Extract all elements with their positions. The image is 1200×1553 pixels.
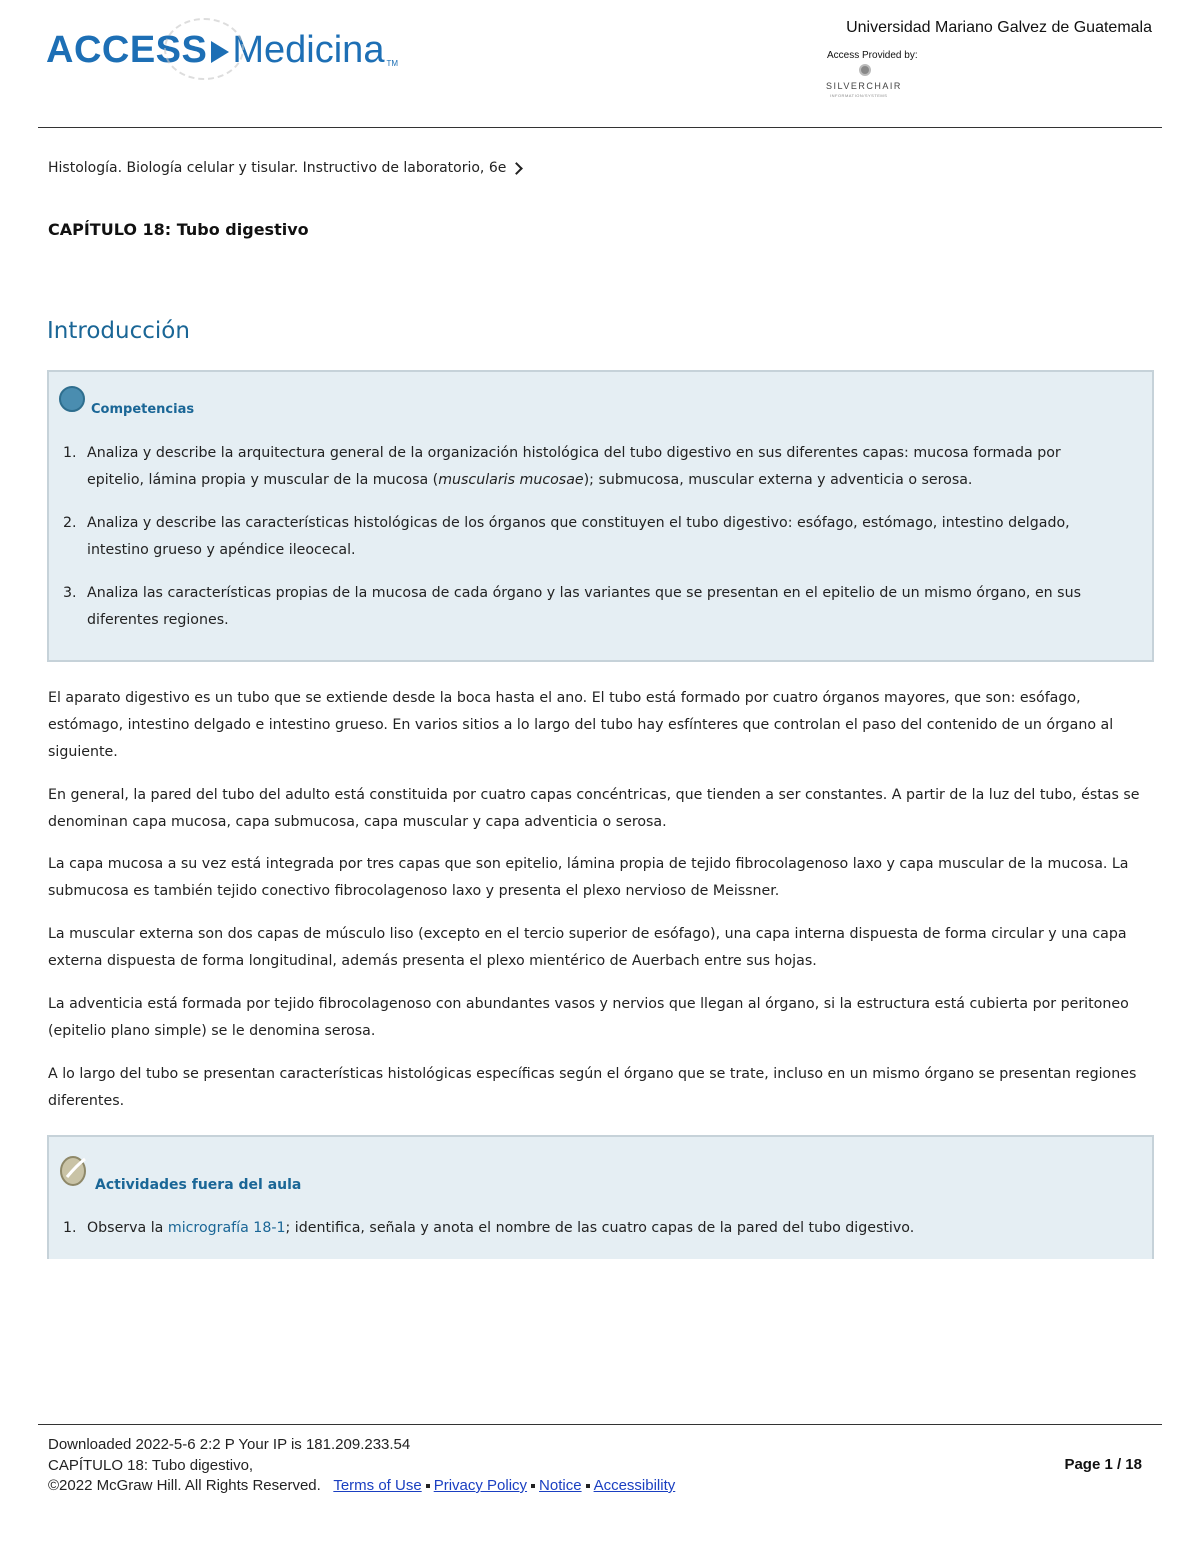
competencias-title: Competencias xyxy=(91,402,195,417)
body-paragraph: El aparato digestivo es un tubo que se extiende desde la boca hasta el ano. El tubo está formado por cuatro órganos mayores, que son: esófago, estómago, intestino delgado e intestino grueso. En varios sitios a lo largo del tubo hay esfínteres que controlan el paso del contenido de un órgano al siguiente. xyxy=(48,690,1114,760)
competencias-list xyxy=(63,440,1112,650)
list-item-text-post: ; identifica, señala y anota el nombre de las cuatro capas de la pared del tubo digestivo. xyxy=(285,1220,915,1236)
body-paragraph: La capa mucosa a su vez está integrada por tres capas que son epitelio, lámina propia de tejido fibrocolagenoso laxo y capa muscular de la mucosa. La submucosa es también tejido conectivo fibrocolagenoso laxo y presenta el plexo nervioso de Meissner. xyxy=(48,856,1129,899)
logo-arrow-icon xyxy=(211,41,229,63)
section-heading: Introducción xyxy=(47,318,190,344)
header-divider xyxy=(38,127,1162,128)
list-item-text: Observa la xyxy=(87,1220,168,1236)
provider-name: SILVERCHAIR xyxy=(826,81,902,91)
download-info: Downloaded 2022-5-6 2:2 P Your IP is 181.209.233.54 xyxy=(48,1436,411,1453)
list-item-italic: muscularis mucosae xyxy=(438,472,584,488)
footer xyxy=(48,1435,675,1497)
breadcrumb[interactable] xyxy=(48,160,521,176)
silverchair-icon xyxy=(859,64,871,76)
list-item-number: 2. xyxy=(63,515,77,531)
list-item xyxy=(63,510,1112,564)
footer-legal-line xyxy=(48,1476,675,1497)
logo-access-text: ACCESS xyxy=(46,28,208,71)
list-item-text-post: ); submucosa, muscular externa y adventicia o serosa. xyxy=(583,472,973,488)
accessmedicina-logo[interactable] xyxy=(46,18,398,82)
list-item-number: 3. xyxy=(63,585,77,601)
terms-of-use-link[interactable]: Terms of Use xyxy=(333,1477,422,1494)
list-item-text: Analiza las características propias de la mucosa de cada órgano y las variantes que se presentan en el epitelio de un mismo órgano, en sus diferentes regiones. xyxy=(87,585,1081,628)
institution-name: Universidad Mariano Galvez de Guatemala xyxy=(846,19,1152,36)
actividades-box xyxy=(47,1135,1154,1259)
list-item-text: Analiza y describe las características histológicas de los órganos que constituyen el tubo digestivo: esófago, estómago, intestino delgado, intestino grueso y apéndice ileocecal. xyxy=(87,515,1070,558)
privacy-policy-link[interactable]: Privacy Policy xyxy=(433,1477,528,1494)
competencias-circle-icon xyxy=(59,386,85,412)
breadcrumb-book-title[interactable]: Histología. Biología celular y tisular. Instructivo de laboratorio, 6e xyxy=(48,160,507,176)
micrografia-link[interactable]: micrografía 18-1 xyxy=(167,1220,286,1236)
separator-dot xyxy=(531,1484,535,1488)
competencias-box xyxy=(47,370,1154,662)
actividades-list xyxy=(63,1215,1112,1258)
notice-link[interactable]: Notice xyxy=(539,1477,582,1494)
chapter-title: CAPÍTULO 18: Tubo digestivo xyxy=(48,220,309,239)
list-item xyxy=(63,580,1112,634)
body-paragraph: A lo largo del tubo se presentan características histológicas específicas según el órgano que se trate, incluso en un mismo órgano se presentan regiones diferentes. xyxy=(48,1066,1137,1109)
logo-medicina-text: Medicina xyxy=(232,28,385,71)
list-item-number: 1. xyxy=(63,445,77,461)
body-paragraph: En general, la pared del tubo del adulto está constituida por cuatro capas concéntricas, que tienden a ser constantes. A partir de la luz del tubo, éstas se denominan capa mucosa, capa submucosa, capa muscular y capa adventicia o serosa. xyxy=(48,787,1140,830)
page-number: Page 1 / 18 xyxy=(1064,1456,1142,1473)
body-paragraph: La muscular externa son dos capas de músculo liso (excepto en el tercio superior de esófago), una capa interna dispuesta de forma circular y una capa externa dispuesta de forma longitudinal, además presenta el plexo mientérico de Auerbach entre sus hojas. xyxy=(48,926,1127,969)
actividades-title: Actividades fuera del aula xyxy=(95,1177,302,1193)
copyright-text: ©2022 McGraw Hill. All Rights Reserved. xyxy=(48,1477,321,1494)
footer-divider xyxy=(38,1424,1162,1425)
list-item xyxy=(63,440,1112,494)
list-item-number: 1. xyxy=(63,1220,77,1236)
list-item-text: Analiza y describe la arquitectura general de la organización histológica del tubo digestivo en sus diferentes capas: mucosa formada por epitelio, lámina propia y muscular de la mucosa ( xyxy=(87,445,1061,488)
logo-trademark: TM xyxy=(386,59,399,68)
chevron-right-icon xyxy=(510,162,523,175)
provided-by-label: Access Provided by: xyxy=(827,50,918,61)
footer-chapter: CAPÍTULO 18: Tubo digestivo, xyxy=(48,1456,254,1474)
body-paragraph: La adventicia está formada por tejido fibrocolagenoso con abundantes vasos y nervios que llegan al órgano, si la estructura está cubierta por peritoneo (epitelio plano simple) se le denomina serosa. xyxy=(48,996,1129,1039)
separator-dot xyxy=(426,1484,430,1488)
provider-subtitle: INFORMATION/SYSTEMS xyxy=(830,93,888,98)
activity-leaf-icon xyxy=(59,1151,91,1187)
separator-dot xyxy=(586,1484,590,1488)
gear-watermark-icon xyxy=(164,18,244,80)
list-item xyxy=(63,1215,1112,1242)
accessibility-link[interactable]: Accessibility xyxy=(593,1477,676,1494)
